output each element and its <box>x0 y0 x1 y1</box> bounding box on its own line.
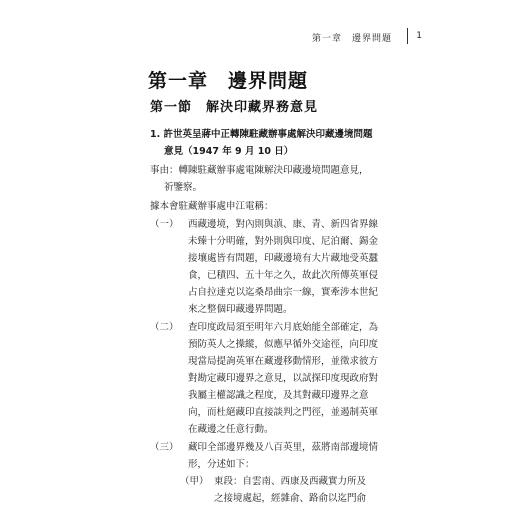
point-number: （三） <box>150 442 179 453</box>
point-line: 藏印全部邊界幾及八百英里，茲將南部邊境情 <box>188 442 379 453</box>
point-line: 查印度政局須至明年六月底始能全部確定，為 <box>188 322 379 333</box>
point-line: 占自拉達克以迄桑昂曲宗一線，實牽涉本世紀 <box>188 287 379 298</box>
document-body <box>150 126 420 507</box>
point-line: 未臻十分明確，對外則與印度、尼泊爾、錫金 <box>188 236 379 247</box>
item-title-line2: 意見（1947 年 9 月 10 日） <box>164 146 294 157</box>
point-line: 我屬主權認識之程度，及其對藏印邊界之意 <box>188 390 369 401</box>
point-number: （一） <box>150 219 179 230</box>
page-number: 1 <box>416 31 422 41</box>
point-line: 形，分述如下： <box>188 459 255 470</box>
subject-line2: 祈鑒察。 <box>164 182 203 193</box>
subpoint-line: 東段：自雲南、西康及西藏實力所及 <box>214 476 367 487</box>
subpoint-line: 之接境處起，經雜俞、路俞以迄門俞 <box>214 493 367 504</box>
item-title-line1: 1. 許世英呈蔣中正轉陳駐藏辦事處解決印藏邊境問題 <box>150 129 373 140</box>
subject-line1: 事由：轉陳駐藏辦事處電陳解決印藏邊境問題意見， <box>150 165 369 176</box>
point-item <box>150 439 420 473</box>
subpoint-item <box>150 473 420 507</box>
point-number: （二） <box>150 322 179 333</box>
point-line: 預防英人之操縱，似應早循外交途徑，向印度 <box>188 339 379 350</box>
section-title: 第一節 解決印藏界務意見 <box>150 100 319 115</box>
chapter-title: 第一章 邊界問題 <box>148 70 309 92</box>
point-line: 接壤處皆有問題，印藏邊境有大片藏地受英蠶 <box>188 253 379 264</box>
running-title: 第一章 邊界問題 <box>311 34 392 44</box>
point-line: 現當局提詢英軍在藏邊移動情形，並徵求彼方 <box>188 356 379 367</box>
point-line: 向，而杜絕藏印直接談判之門徑，並遏制英軍 <box>188 407 379 418</box>
running-header <box>0 31 520 47</box>
point-line: 來之整個印藏邊界問題。 <box>188 304 293 315</box>
point-line: 在藏邊之任意行動。 <box>188 424 274 435</box>
point-item <box>150 319 420 438</box>
point-line: 對勘定藏印邊界之意見，以試探印度現政府對 <box>188 373 379 384</box>
header-divider <box>407 28 408 44</box>
subpoint-number: （甲） <box>180 476 209 487</box>
point-line: 西藏邊境，對內則與滇、康、青、新四省界線 <box>188 219 379 230</box>
point-line: 食，已積四、五十年之久，故此次所傳英軍侵 <box>188 270 379 281</box>
intro-line: 據本會駐藏辦事處申江電稱： <box>150 201 274 212</box>
point-item <box>150 216 420 318</box>
